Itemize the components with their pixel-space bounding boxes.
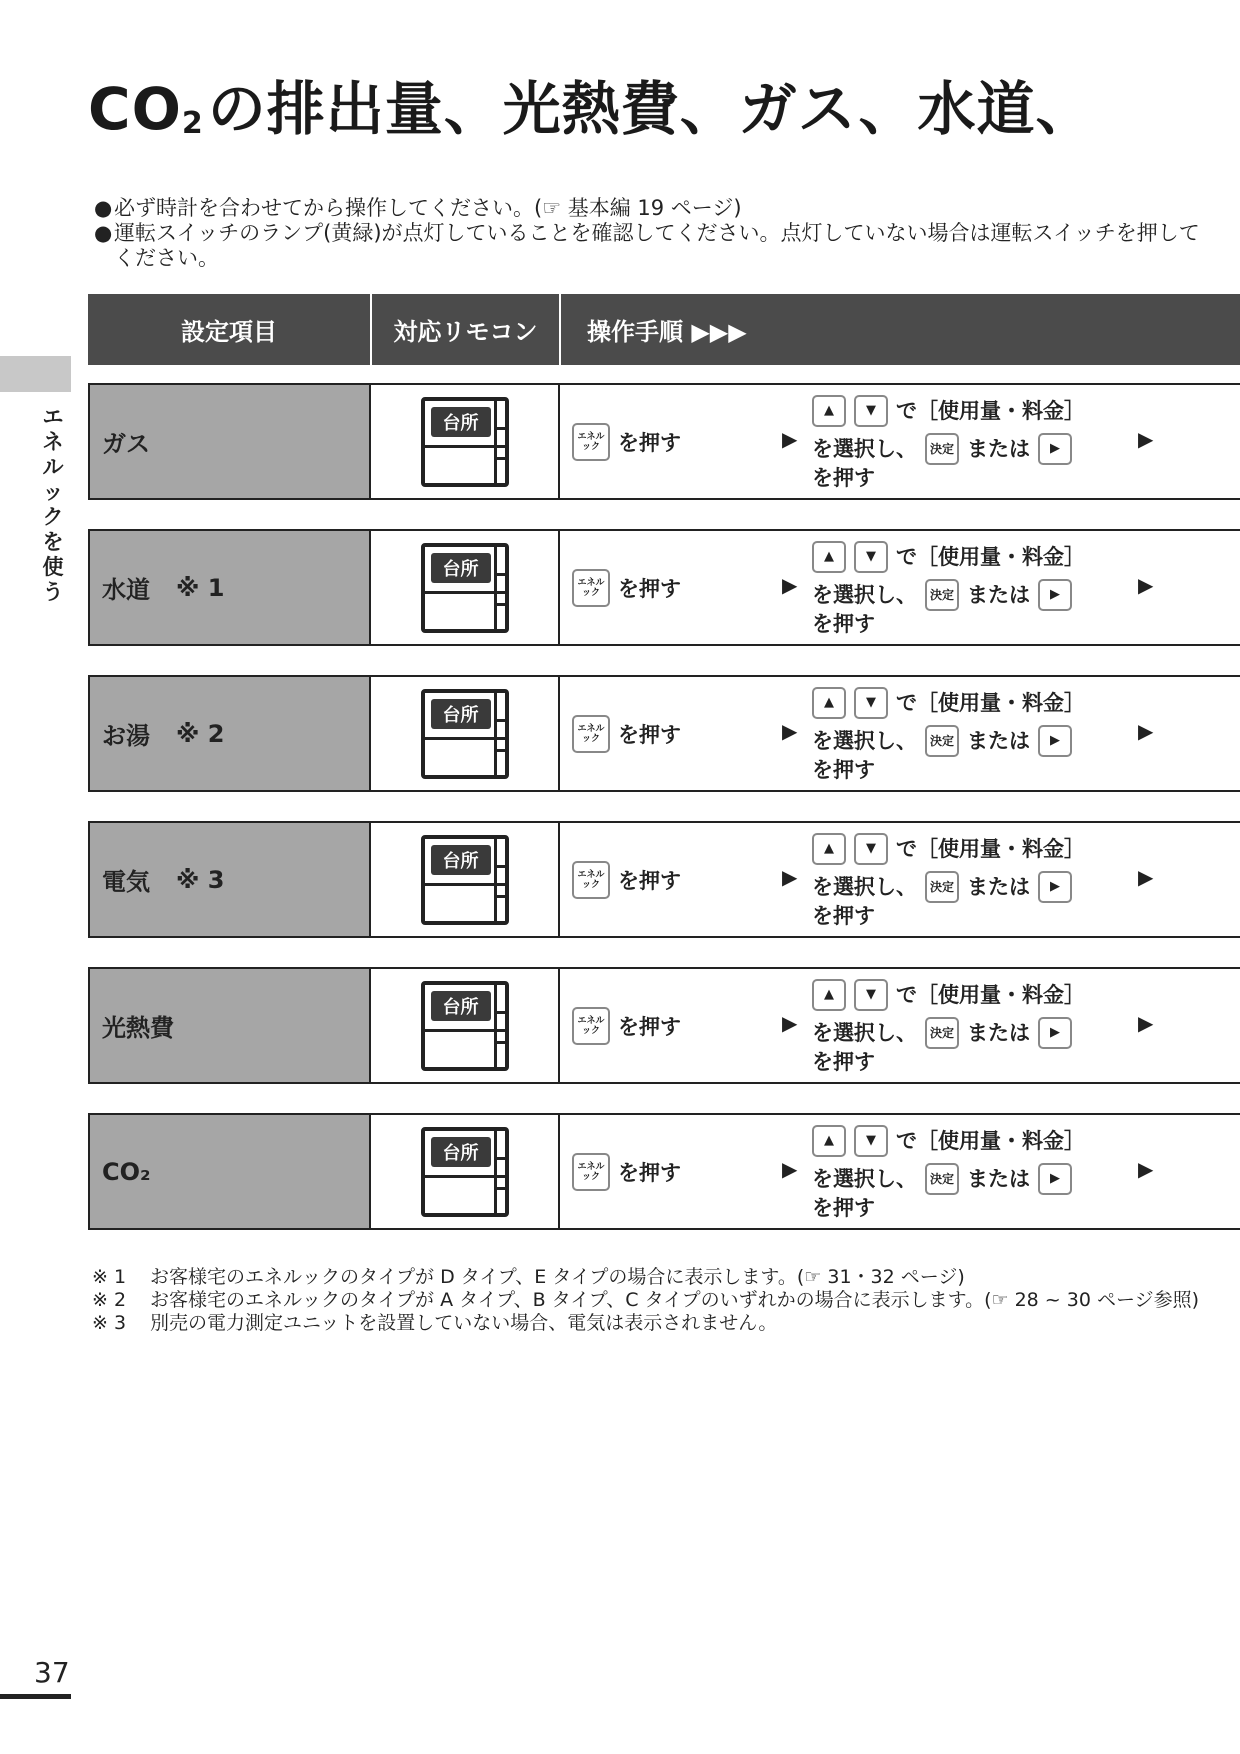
remote-cell: [371, 531, 560, 644]
step-1: エネルック を押す: [572, 423, 681, 461]
header-remote: 対応リモコン: [372, 294, 561, 365]
setting-item-name: お湯 ※ 2: [88, 677, 371, 790]
step-arrow-icon: ▶: [782, 1157, 798, 1181]
table-row: [88, 821, 1240, 938]
footnotes: [92, 1266, 1212, 1335]
step-1: エネルック を押す: [572, 569, 681, 607]
right-key-icon: ▶: [1038, 871, 1072, 903]
enelook-key-icon: エネルック: [572, 423, 610, 461]
setting-item-name: 電気 ※ 3: [88, 823, 371, 936]
step-1: エネルック を押す: [572, 715, 681, 753]
up-key-icon: ▲: [812, 833, 846, 865]
step-arrow-icon: ▶: [1138, 427, 1154, 451]
step-2: ▲ ▼ で［使用量・料金］ を選択し、 決定 または ▶ を押す: [812, 833, 1085, 929]
setting-item-name: 水道 ※ 1: [88, 531, 371, 644]
step-arrow-icon: ▶: [1138, 1011, 1154, 1035]
header-setting-item: 設定項目: [88, 294, 372, 365]
settings-table: [88, 383, 1240, 1259]
remote-cell: [371, 1115, 560, 1228]
step-2: ▲ ▼ で［使用量・料金］ を選択し、 決定 または ▶ を押す: [812, 979, 1085, 1075]
note-item: ● 運転スイッチのランプ(黄緑)が点灯していることを確認してください。点灯していない場合は運転スイッチを押してください。: [94, 221, 1200, 270]
down-key-icon: ▼: [854, 687, 888, 719]
note-item: ● 必ず時計を合わせてから操作してください。(☞ 基本編 19 ページ): [94, 196, 742, 220]
up-key-icon: ▲: [812, 541, 846, 573]
down-key-icon: ▼: [854, 541, 888, 573]
kitchen-remote-icon: [421, 543, 509, 633]
side-section-label: エネルックを使う: [42, 405, 64, 604]
enelook-key-icon: エネルック: [572, 861, 610, 899]
step-2: ▲ ▼ で［使用量・料金］ を選択し、 決定 または ▶ を押す: [812, 541, 1085, 637]
kitchen-remote-icon: [421, 1127, 509, 1217]
operation-steps: [560, 823, 1240, 936]
step-arrow-icon: ▶: [782, 1011, 798, 1035]
remote-cell: [371, 385, 560, 498]
remote-screen-label: 台所: [431, 699, 491, 729]
step-arrow-icon: ▶: [782, 865, 798, 889]
kettei-key-icon: 決定: [925, 871, 959, 903]
step-arrow-icon: ▶: [782, 719, 798, 743]
footnote-item: ※ 1 お客様宅のエネルックのタイプが D タイプ、E タイプの場合に表示します。(☞ 31・32 ページ): [92, 1266, 965, 1288]
remote-screen-label: 台所: [431, 553, 491, 583]
step-2: ▲ ▼ で［使用量・料金］ を選択し、 決定 または ▶ を押す: [812, 687, 1085, 783]
page-number-bar: [0, 1694, 71, 1699]
right-key-icon: ▶: [1038, 725, 1072, 757]
remote-cell: [371, 677, 560, 790]
footnote-mark: ※ 1: [176, 573, 225, 602]
table-header: [88, 294, 1240, 365]
step-arrow-icon: ▶: [1138, 1157, 1154, 1181]
right-key-icon: ▶: [1038, 1163, 1072, 1195]
kettei-key-icon: 決定: [925, 579, 959, 611]
kettei-key-icon: 決定: [925, 1017, 959, 1049]
side-tab-marker: [0, 356, 71, 392]
kitchen-remote-icon: [421, 397, 509, 487]
enelook-key-icon: エネルック: [572, 715, 610, 753]
remote-screen-label: 台所: [431, 407, 491, 437]
enelook-key-icon: エネルック: [572, 1153, 610, 1191]
down-key-icon: ▼: [854, 833, 888, 865]
operation-steps: [560, 531, 1240, 644]
table-row: [88, 383, 1240, 500]
step-arrow-icon: ▶: [1138, 573, 1154, 597]
operation-steps: [560, 677, 1240, 790]
table-row: [88, 1113, 1240, 1230]
page-title: CO2の排出量、光熱費、ガス、水道、: [88, 75, 1095, 143]
right-key-icon: ▶: [1038, 1017, 1072, 1049]
remote-screen-label: 台所: [431, 1137, 491, 1167]
operation-steps: [560, 385, 1240, 498]
intro-notes: [94, 196, 1204, 271]
remote-screen-label: 台所: [431, 991, 491, 1021]
kitchen-remote-icon: [421, 835, 509, 925]
step-arrow-icon: ▶: [782, 427, 798, 451]
setting-item-name: CO₂: [88, 1115, 371, 1228]
setting-item-name: 光熱費: [88, 969, 371, 1082]
kettei-key-icon: 決定: [925, 725, 959, 757]
step-1: エネルック を押す: [572, 861, 681, 899]
header-steps: 操作手順 ▶▶▶: [587, 318, 747, 346]
remote-screen-label: 台所: [431, 845, 491, 875]
remote-cell: [371, 969, 560, 1082]
step-2: ▲ ▼ で［使用量・料金］ を選択し、 決定 または ▶ を押す: [812, 395, 1085, 491]
page-number: 37: [34, 1656, 70, 1689]
up-key-icon: ▲: [812, 1125, 846, 1157]
step-1: エネルック を押す: [572, 1153, 681, 1191]
step-arrow-icon: ▶: [1138, 865, 1154, 889]
down-key-icon: ▼: [854, 979, 888, 1011]
table-row: [88, 675, 1240, 792]
remote-cell: [371, 823, 560, 936]
right-key-icon: ▶: [1038, 579, 1072, 611]
footnote-mark: ※ 2: [176, 719, 225, 748]
enelook-key-icon: エネルック: [572, 1007, 610, 1045]
footnote-item: ※ 2 お客様宅のエネルックのタイプが A タイプ、B タイプ、C タイプのいずれかの場合に表示します。(☞ 28 ~ 30 ページ参照): [92, 1289, 1200, 1311]
down-key-icon: ▼: [854, 1125, 888, 1157]
step-2: ▲ ▼ で［使用量・料金］ を選択し、 決定 または ▶ を押す: [812, 1125, 1085, 1221]
operation-steps: [560, 1115, 1240, 1228]
footnote-item: ※ 3 別売の電力測定ユニットを設置していない場合、電気は表示されません。: [92, 1312, 778, 1334]
footnote-mark: ※ 3: [176, 865, 225, 894]
kettei-key-icon: 決定: [925, 433, 959, 465]
setting-item-name: ガス: [88, 385, 371, 498]
kitchen-remote-icon: [421, 689, 509, 779]
up-key-icon: ▲: [812, 395, 846, 427]
step-arrow-icon: ▶: [1138, 719, 1154, 743]
up-key-icon: ▲: [812, 979, 846, 1011]
right-key-icon: ▶: [1038, 433, 1072, 465]
down-key-icon: ▼: [854, 395, 888, 427]
kettei-key-icon: 決定: [925, 1163, 959, 1195]
table-row: [88, 529, 1240, 646]
kitchen-remote-icon: [421, 981, 509, 1071]
table-row: [88, 967, 1240, 1084]
step-1: エネルック を押す: [572, 1007, 681, 1045]
up-key-icon: ▲: [812, 687, 846, 719]
enelook-key-icon: エネルック: [572, 569, 610, 607]
step-arrow-icon: ▶: [782, 573, 798, 597]
operation-steps: [560, 969, 1240, 1082]
